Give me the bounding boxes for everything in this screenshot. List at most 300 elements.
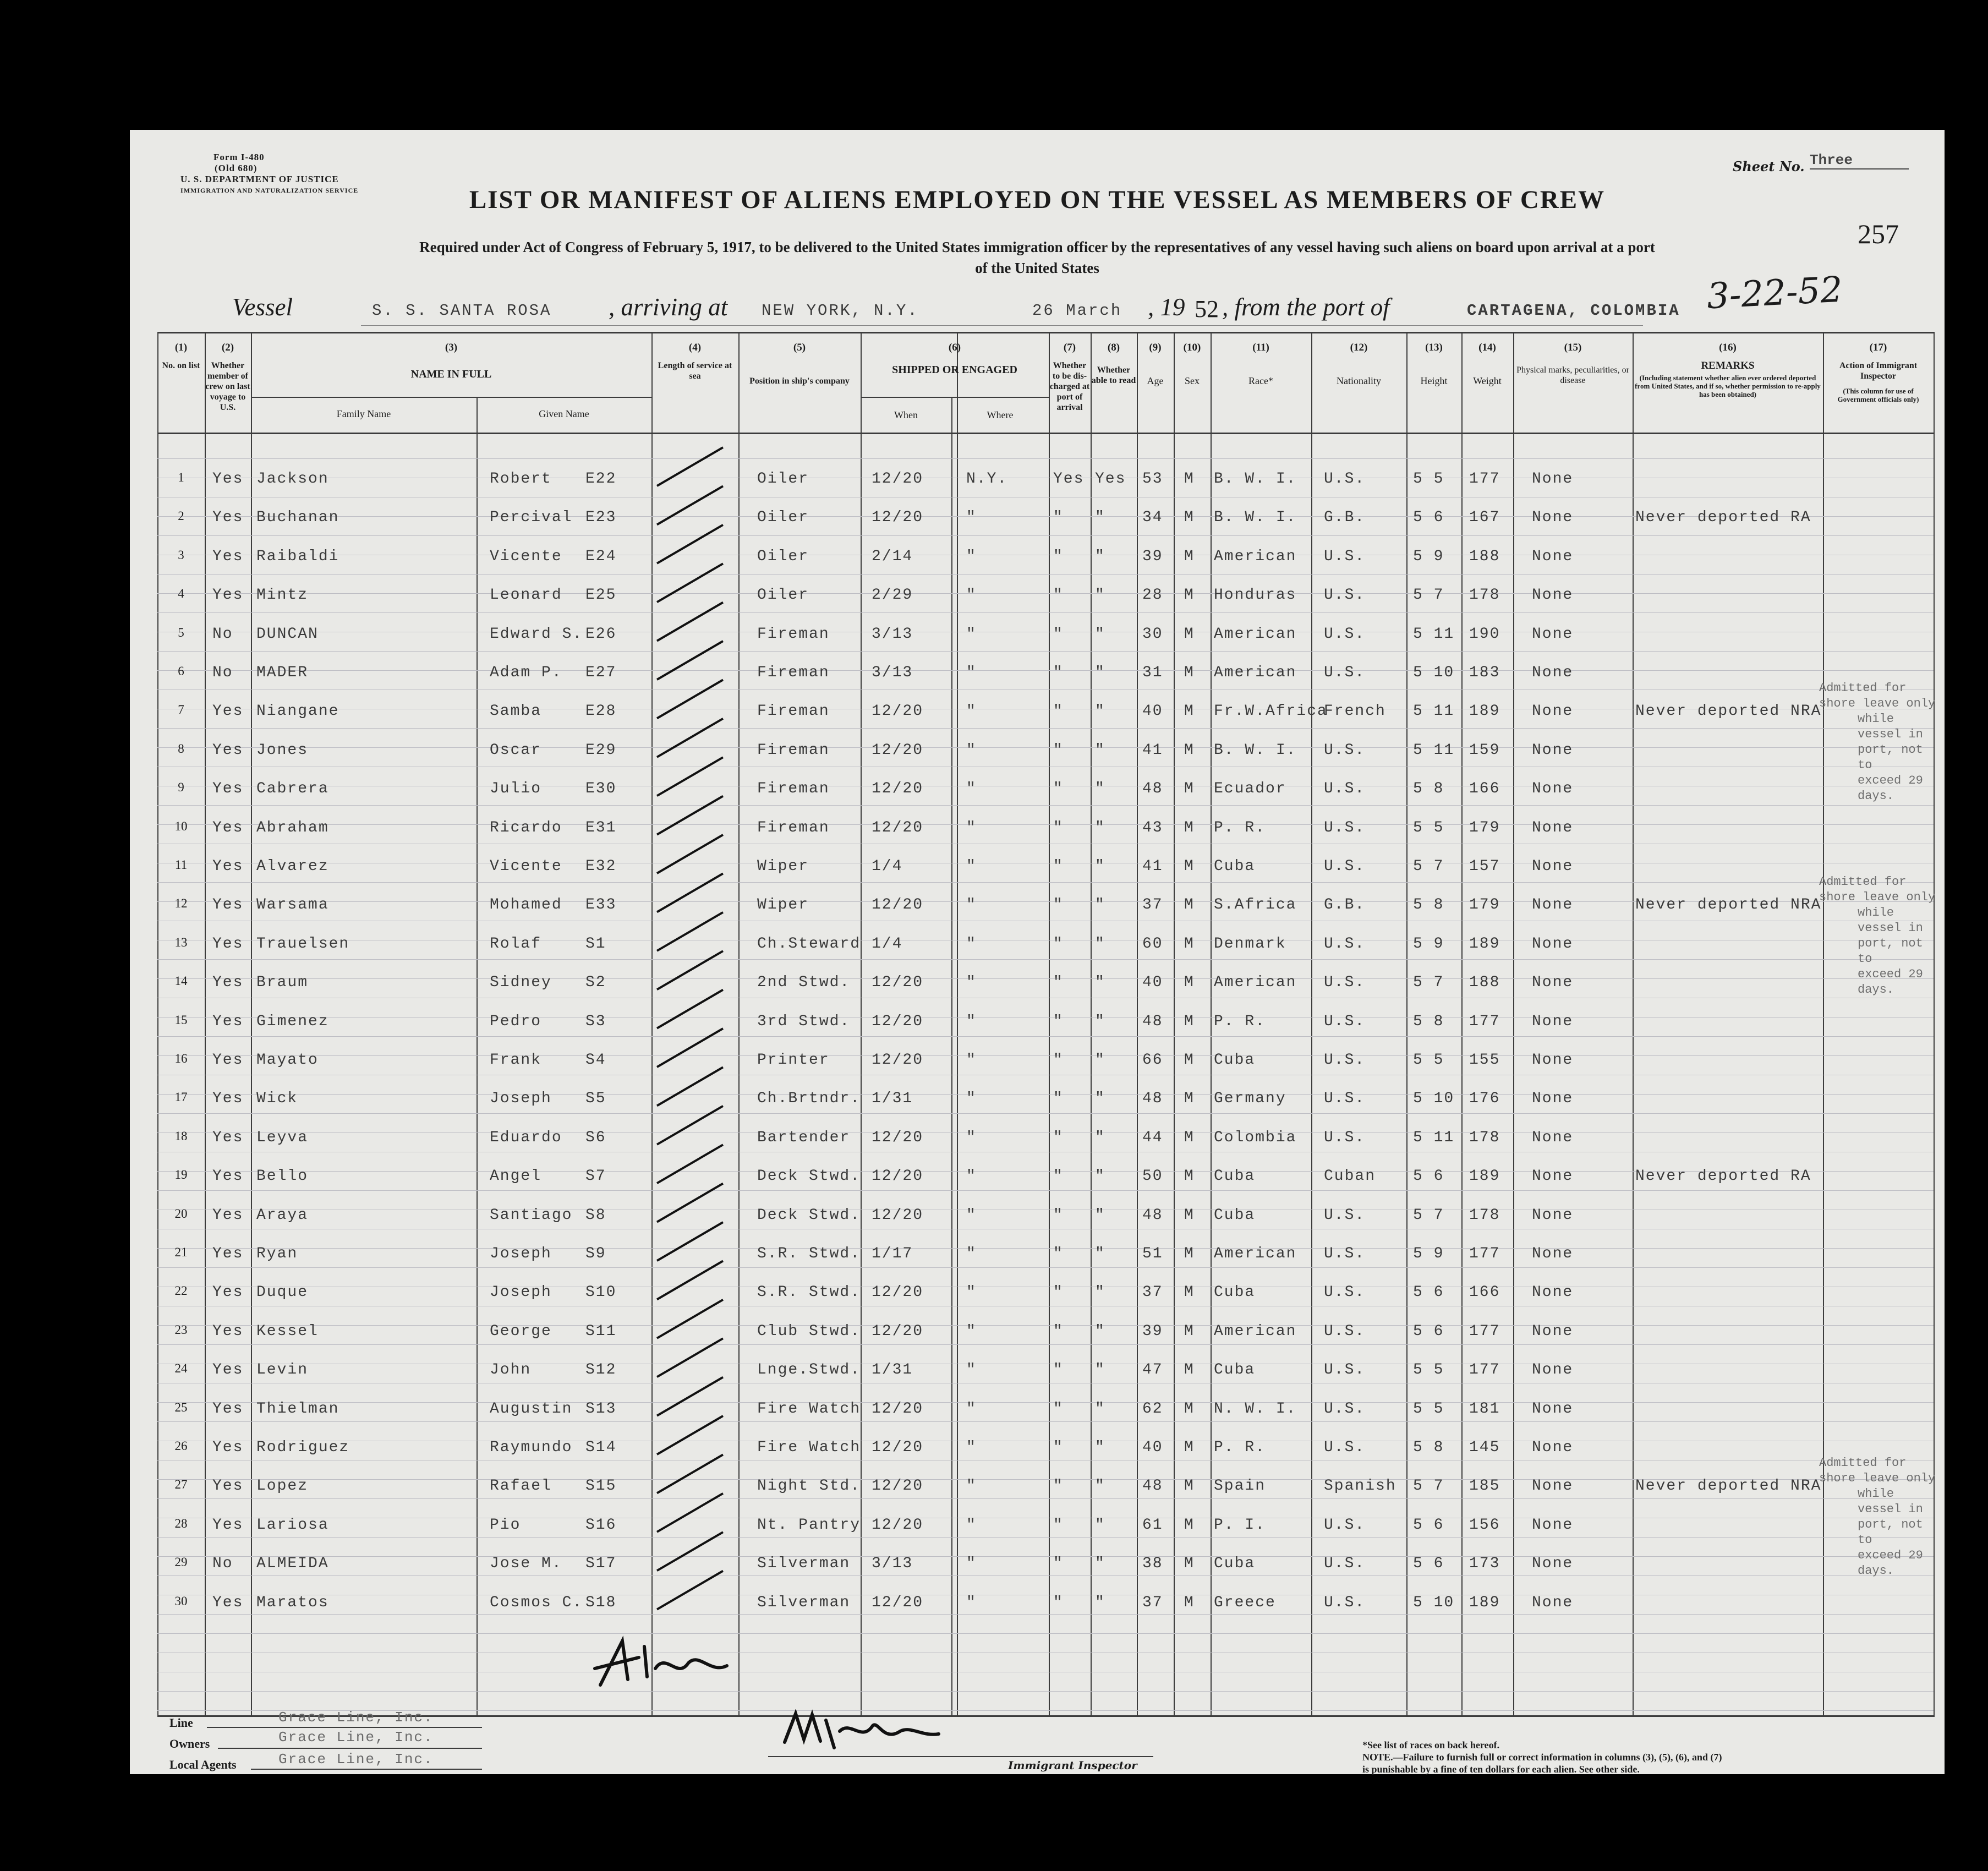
cell-pos: Fireman — [757, 780, 830, 798]
column-header-crew-last-voyage: Whether member of crew on last voyage to U.S. — [205, 361, 250, 412]
cell-read: " — [1095, 1168, 1105, 1185]
cell-age: 37 — [1142, 1284, 1163, 1301]
shipped-header-divider — [861, 397, 1049, 398]
cell-read: " — [1095, 625, 1105, 643]
table-row — [157, 664, 1934, 686]
table-row — [157, 1400, 1934, 1423]
cell-code: S7 — [585, 1168, 606, 1185]
cell-when: 12/20 — [872, 1284, 924, 1301]
cell-marks: None — [1532, 625, 1574, 643]
table-row — [157, 742, 1934, 764]
cell-no: 20 — [174, 1206, 188, 1221]
cell-read: " — [1095, 1555, 1105, 1573]
page-title: LIST OR MANIFEST OF ALIENS EMPLOYED ON THE VESSEL AS MEMBERS OF CREW — [469, 185, 1606, 214]
cell-crew: Yes — [212, 935, 244, 953]
cell-crew: No — [212, 625, 233, 643]
service-slash-mark — [657, 641, 723, 680]
cell-no: 7 — [178, 703, 184, 717]
cell-age: 38 — [1142, 1555, 1163, 1573]
cell-when: 12/20 — [872, 1516, 924, 1534]
footnote-penalty-2: is punishable by a fine of ten dollars for each alien. See other side. — [1362, 1764, 1640, 1775]
cell-nat: U.S. — [1324, 664, 1366, 681]
owners-label: Owners — [169, 1737, 210, 1750]
cell-given: Leonard — [490, 587, 562, 604]
cell-crew: Yes — [212, 1013, 244, 1030]
cell-height: 5 6 — [1413, 1555, 1444, 1573]
cell-weight: 176 — [1469, 1090, 1500, 1108]
cell-dis: " — [1053, 1478, 1064, 1495]
cell-read: " — [1095, 780, 1105, 798]
service-slash-mark — [657, 603, 723, 641]
department-name: U. S. DEPARTMENT OF JUSTICE — [180, 174, 339, 184]
column-header-nationality: Nationality — [1337, 375, 1381, 386]
cell-code: S18 — [585, 1594, 617, 1611]
cell-family: Jackson — [256, 471, 329, 488]
cell-weight: 157 — [1469, 858, 1500, 875]
cell-when: 1/17 — [872, 1245, 913, 1262]
cell-weight: 189 — [1469, 1594, 1500, 1611]
cell-weight: 145 — [1469, 1439, 1500, 1456]
cell-nat: U.S. — [1324, 625, 1366, 643]
cell-family: Duque — [256, 1284, 309, 1301]
cell-when: 1/4 — [872, 858, 903, 875]
cell-remark: Never deported NRA — [1635, 703, 1822, 720]
subtitle-line-1: Required under Act of Congress of February 5, 1917, to be delivered to the United States immigration officer by the representatives of any vessel having such aliens on board upon arrival at a port — [419, 239, 1655, 255]
cell-race: American — [1214, 625, 1297, 643]
cell-height: 5 10 — [1413, 1594, 1455, 1611]
cell-pos: S.R. Stwd. — [757, 1245, 861, 1262]
cell-given: Ricardo — [490, 819, 562, 836]
column-header-physical-marks: Physical marks, peculiarities, or disease — [1516, 365, 1629, 385]
cell-age: 40 — [1142, 703, 1163, 720]
cell-sex: M — [1184, 548, 1195, 565]
cell-marks: None — [1532, 1090, 1574, 1108]
ruling-line — [157, 1691, 1934, 1692]
cell-read: " — [1095, 1439, 1105, 1456]
cell-read: " — [1095, 1322, 1105, 1340]
table-row — [157, 471, 1934, 493]
cell-remark: Never deported NRA — [1635, 1478, 1822, 1495]
cell-dis: " — [1053, 819, 1064, 836]
stamp-line: Admitted for shore leave only — [1819, 1456, 1936, 1486]
service-slash-mark — [657, 1067, 723, 1106]
cell-where: " — [966, 780, 977, 798]
cell-marks: None — [1532, 548, 1574, 565]
cell-when: 1/31 — [872, 1090, 913, 1108]
cell-pos: Fireman — [757, 625, 830, 643]
ruling-line — [157, 1113, 1934, 1114]
cell-dis: " — [1053, 1168, 1064, 1185]
cell-when: 12/20 — [872, 703, 924, 720]
cell-height: 5 8 — [1413, 896, 1444, 914]
column-number-5: (5) — [793, 342, 806, 353]
table-row — [157, 1555, 1934, 1577]
cell-weight: 177 — [1469, 1245, 1500, 1262]
cell-sex: M — [1184, 858, 1195, 875]
column-number-6: (6) — [948, 342, 961, 353]
cell-height: 5 7 — [1413, 1478, 1444, 1495]
cell-given: Adam P. — [490, 664, 562, 681]
cell-where: " — [966, 741, 977, 759]
cell-age: 48 — [1142, 1090, 1163, 1108]
service-length-marks — [651, 420, 740, 1741]
column-header-length-of-service: Length of service at sea — [658, 361, 732, 381]
cell-sex: M — [1184, 935, 1195, 953]
cell-when: 12/20 — [872, 1168, 924, 1185]
table-row — [157, 1478, 1934, 1500]
column-header-able-to-read: Whether able to read — [1091, 365, 1136, 385]
cell-where: " — [966, 1439, 977, 1456]
cell-code: S15 — [585, 1478, 617, 1495]
cell-race: American — [1214, 664, 1297, 681]
owners-underline — [218, 1748, 482, 1749]
cell-height: 5 6 — [1413, 1284, 1444, 1301]
cell-nat: U.S. — [1324, 1400, 1366, 1418]
cell-height: 5 10 — [1413, 664, 1455, 681]
cell-where: " — [966, 1594, 977, 1611]
cell-sex: M — [1184, 780, 1195, 798]
cell-family: Levin — [256, 1361, 309, 1379]
line-value: Grace Line, Inc. — [278, 1709, 434, 1726]
cell-where: " — [966, 1322, 977, 1340]
cell-crew: Yes — [212, 858, 244, 875]
cell-race: Cuba — [1214, 1555, 1256, 1573]
cell-read: " — [1095, 587, 1105, 604]
table-row — [157, 1052, 1934, 1074]
cell-weight: 185 — [1469, 1478, 1500, 1495]
cell-marks: None — [1532, 1284, 1574, 1301]
cell-family: Warsama — [256, 896, 329, 914]
cell-read: " — [1095, 741, 1105, 759]
cell-weight: 179 — [1469, 819, 1500, 836]
cell-when: 12/20 — [872, 741, 924, 759]
ruling-line — [157, 1267, 1934, 1268]
cell-pos: Oiler — [757, 471, 809, 488]
cell-race: American — [1214, 974, 1297, 992]
cell-height: 5 8 — [1413, 780, 1444, 798]
cell-race: Cuba — [1214, 858, 1256, 875]
cell-when: 12/20 — [872, 974, 924, 992]
cell-height: 5 7 — [1413, 974, 1444, 992]
cell-where: " — [966, 1168, 977, 1185]
cell-code: S14 — [585, 1439, 617, 1456]
cell-crew: Yes — [212, 1322, 244, 1340]
cell-crew: Yes — [212, 1129, 244, 1146]
cell-where: " — [966, 1245, 977, 1262]
from-port: CARTAGENA, COLOMBIA — [1467, 302, 1680, 320]
cell-race: P. R. — [1214, 819, 1266, 836]
cell-sex: M — [1184, 1400, 1195, 1418]
cell-when: 3/13 — [872, 664, 913, 681]
cell-read: " — [1095, 1245, 1105, 1262]
cell-given: Cosmos C. — [490, 1594, 583, 1611]
cell-height: 5 6 — [1413, 1322, 1444, 1340]
footnote-penalty-1: NOTE.—Failure to furnish full or correct information in columns (3), (5), (6), and (7) — [1362, 1752, 1722, 1763]
cell-when: 12/20 — [872, 780, 924, 798]
local-agents-label: Local Agents — [169, 1758, 237, 1771]
cell-where: " — [966, 1516, 977, 1534]
cell-given: Eduardo — [490, 1129, 562, 1146]
cell-nat: U.S. — [1324, 1516, 1366, 1534]
cell-pos: Silverman — [757, 1594, 851, 1611]
cell-weight: 188 — [1469, 548, 1500, 565]
cell-marks: None — [1532, 664, 1574, 681]
column-header-inspector-note: (This column for use of Government officials only) — [1837, 387, 1919, 403]
cell-family: Lopez — [256, 1478, 309, 1495]
cell-crew: Yes — [212, 1090, 244, 1108]
cell-read: " — [1095, 935, 1105, 953]
table-row — [157, 1245, 1934, 1267]
cell-weight: 183 — [1469, 664, 1500, 681]
cell-dis: " — [1053, 1206, 1064, 1224]
cell-pos: Fireman — [757, 664, 830, 681]
cell-pos: Bartender — [757, 1129, 851, 1146]
cell-where: " — [966, 935, 977, 953]
cell-pos: Ch.Steward — [757, 935, 861, 953]
service-slash-mark — [657, 1145, 723, 1183]
cell-given: Rafael — [490, 1478, 552, 1495]
cell-dis: Yes — [1053, 471, 1085, 488]
column-header-when: When — [894, 409, 918, 420]
cell-age: 53 — [1142, 471, 1163, 488]
cell-where: " — [966, 1555, 977, 1573]
cell-given: Sidney — [490, 974, 552, 992]
cell-family: Lariosa — [256, 1516, 329, 1534]
cell-sex: M — [1184, 1168, 1195, 1185]
cell-no: 6 — [178, 664, 184, 678]
table-row — [157, 1323, 1934, 1345]
cell-given: Raymundo — [490, 1439, 573, 1456]
ruling-line — [157, 959, 1934, 960]
cell-family: Bello — [256, 1168, 309, 1185]
cell-where: " — [966, 664, 977, 681]
cell-crew: Yes — [212, 780, 244, 798]
cell-sex: M — [1184, 1516, 1195, 1534]
cell-crew: Yes — [212, 819, 244, 836]
cell-read: " — [1095, 858, 1105, 875]
arriving-label: , arriving at — [609, 293, 728, 321]
cell-weight: 177 — [1469, 1013, 1500, 1030]
cell-code: S13 — [585, 1400, 617, 1418]
manifest-sheet — [130, 130, 1945, 1774]
cell-age: 62 — [1142, 1400, 1163, 1418]
service-slash-mark — [657, 912, 723, 951]
cell-age: 48 — [1142, 1478, 1163, 1495]
cell-pos: Deck Stwd. — [757, 1168, 861, 1185]
cell-sex: M — [1184, 1478, 1195, 1495]
cell-where: " — [966, 1284, 977, 1301]
cell-weight: 190 — [1469, 625, 1500, 643]
cell-crew: Yes — [212, 703, 244, 720]
cell-read: Yes — [1095, 471, 1126, 488]
cell-weight: 173 — [1469, 1555, 1500, 1573]
cell-no: 18 — [174, 1129, 188, 1143]
cell-dis: " — [1053, 1013, 1064, 1030]
cell-height: 5 11 — [1413, 703, 1455, 720]
cell-race: Colombia — [1214, 1129, 1297, 1146]
cell-weight: 178 — [1469, 1129, 1500, 1146]
cell-given: Joseph — [490, 1245, 552, 1262]
cell-marks: None — [1532, 1555, 1574, 1573]
line-label: Line — [169, 1716, 193, 1730]
form-number: Form I-480 — [213, 152, 265, 162]
cell-code: S10 — [585, 1284, 617, 1301]
cell-dis: " — [1053, 741, 1064, 759]
cell-code: E24 — [585, 548, 617, 565]
cell-family: MADER — [256, 664, 309, 681]
cell-marks: None — [1532, 780, 1574, 798]
column-header-remarks: REMARKS — [1701, 360, 1755, 371]
owners-value: Grace Line, Inc. — [278, 1729, 434, 1746]
column-number-11: (11) — [1252, 342, 1269, 353]
cell-no: 17 — [174, 1090, 188, 1104]
cell-sex: M — [1184, 703, 1195, 720]
cell-age: 47 — [1142, 1361, 1163, 1379]
cell-no: 16 — [174, 1052, 188, 1065]
arrival-date: 26 March — [1032, 302, 1122, 320]
cell-nat: U.S. — [1324, 1284, 1366, 1301]
cell-age: 51 — [1142, 1245, 1163, 1262]
column-header-position: Position in ship's company — [749, 376, 850, 386]
cell-weight: 177 — [1469, 1322, 1500, 1340]
cell-height: 5 11 — [1413, 741, 1455, 759]
column-number-12: (12) — [1350, 342, 1368, 353]
column-header-discharged: Whether to be dis-charged at port of arrival — [1049, 361, 1090, 412]
cell-age: 30 — [1142, 625, 1163, 643]
table-row — [157, 1013, 1934, 1035]
cell-sex: M — [1184, 1052, 1195, 1069]
cell-remark: Never deported NRA — [1635, 896, 1822, 914]
cell-height: 5 8 — [1413, 1013, 1444, 1030]
cell-dis: " — [1053, 664, 1064, 681]
cell-family: Gimenez — [256, 1013, 329, 1030]
cell-crew: Yes — [212, 548, 244, 565]
vessel-underline — [361, 325, 1643, 326]
stamp-line: Admitted for shore leave only — [1819, 875, 1936, 905]
cell-given: Vicente — [490, 548, 562, 565]
stamp-line: exceed 29 days. — [1858, 967, 1923, 997]
column-number-13: (13) — [1425, 342, 1443, 353]
column-number-3: (3) — [445, 342, 458, 353]
cell-dis: " — [1053, 935, 1064, 953]
cell-crew: Yes — [212, 896, 244, 914]
cell-marks: None — [1532, 896, 1574, 914]
service-slash-mark — [657, 564, 723, 602]
ruling-line — [157, 535, 1934, 536]
table-row — [157, 1284, 1934, 1306]
cell-pos: Oiler — [757, 509, 809, 527]
service-slash-mark — [657, 1454, 723, 1493]
cell-remark: Never deported RA — [1635, 1168, 1811, 1185]
cell-code: S12 — [585, 1361, 617, 1379]
cell-weight: 156 — [1469, 1516, 1500, 1534]
cell-no: 22 — [174, 1284, 188, 1298]
cell-crew: Yes — [212, 974, 244, 992]
cell-when: 12/20 — [872, 1129, 924, 1146]
cell-age: 40 — [1142, 974, 1163, 992]
cell-no: 25 — [174, 1400, 188, 1414]
cell-race: P. R. — [1214, 1439, 1266, 1456]
cell-dis: " — [1053, 703, 1064, 720]
cell-sex: M — [1184, 471, 1195, 488]
cell-weight: 188 — [1469, 974, 1500, 992]
cell-height: 5 5 — [1413, 1052, 1444, 1069]
cell-read: " — [1095, 509, 1105, 527]
date-note: 3-22-52 — [1706, 269, 1844, 318]
cell-height: 5 6 — [1413, 1168, 1444, 1185]
cell-family: Trauelsen — [256, 935, 350, 953]
stamp-line: while vessel in port, not to — [1858, 712, 1923, 773]
cell-pos: Printer — [757, 1052, 830, 1069]
cell-race: B. W. I. — [1214, 471, 1297, 488]
service-slash-mark — [657, 447, 723, 486]
cell-weight: 159 — [1469, 741, 1500, 759]
service-slash-mark — [657, 990, 723, 1028]
cell-pos: Wiper — [757, 896, 809, 914]
cell-race: Cuba — [1214, 1206, 1256, 1224]
cell-where: " — [966, 1090, 977, 1108]
column-header-where: Where — [987, 409, 1014, 420]
cell-code: E33 — [585, 896, 617, 914]
cell-sex: M — [1184, 1129, 1195, 1146]
cell-height: 5 7 — [1413, 1206, 1444, 1224]
column-header-name-in-full: NAME IN FULL — [410, 368, 492, 380]
table-row — [157, 974, 1934, 996]
cell-where: " — [966, 548, 977, 565]
cell-weight: 166 — [1469, 780, 1500, 798]
column-header-family-name: Family Name — [336, 408, 391, 419]
cell-nat: U.S. — [1324, 1206, 1366, 1224]
cell-family: Braum — [256, 974, 309, 992]
cell-marks: None — [1532, 741, 1574, 759]
cell-no: 26 — [174, 1439, 188, 1453]
cell-sex: M — [1184, 664, 1195, 681]
service-slash-mark — [657, 1028, 723, 1067]
cell-sex: M — [1184, 1245, 1195, 1262]
stamp-line: while vessel in port, not to — [1858, 906, 1923, 966]
cell-sex: M — [1184, 1439, 1195, 1456]
cell-height: 5 8 — [1413, 1439, 1444, 1456]
cell-race: Honduras — [1214, 587, 1297, 604]
service-slash-mark — [657, 719, 723, 757]
table-row — [157, 1361, 1934, 1383]
cell-race: P. R. — [1214, 1013, 1266, 1030]
cell-where: " — [966, 703, 977, 720]
cell-race: S.Africa — [1214, 896, 1297, 914]
cell-given: Robert — [490, 471, 552, 488]
cell-marks: None — [1532, 1594, 1574, 1611]
cell-crew: No — [212, 664, 233, 681]
table-row — [157, 1090, 1934, 1112]
cell-age: 50 — [1142, 1168, 1163, 1185]
table-row — [157, 548, 1934, 570]
cell-where: " — [966, 1052, 977, 1069]
cell-age: 48 — [1142, 1206, 1163, 1224]
cell-height: 5 11 — [1413, 1129, 1455, 1146]
shore-leave-stamp — [1819, 1456, 1945, 1579]
shore-leave-stamp — [1819, 681, 1945, 804]
cell-dis: " — [1053, 1361, 1064, 1379]
service-slash-mark — [657, 835, 723, 873]
cell-when: 12/20 — [872, 1013, 924, 1030]
cell-race: Greece — [1214, 1594, 1276, 1611]
cell-where: " — [966, 625, 977, 643]
cell-read: " — [1095, 819, 1105, 836]
column-header-weight: Weight — [1473, 375, 1502, 386]
cell-race: N. W. I. — [1214, 1400, 1297, 1418]
column-number-16: (16) — [1719, 342, 1737, 353]
cell-race: American — [1214, 1245, 1297, 1262]
